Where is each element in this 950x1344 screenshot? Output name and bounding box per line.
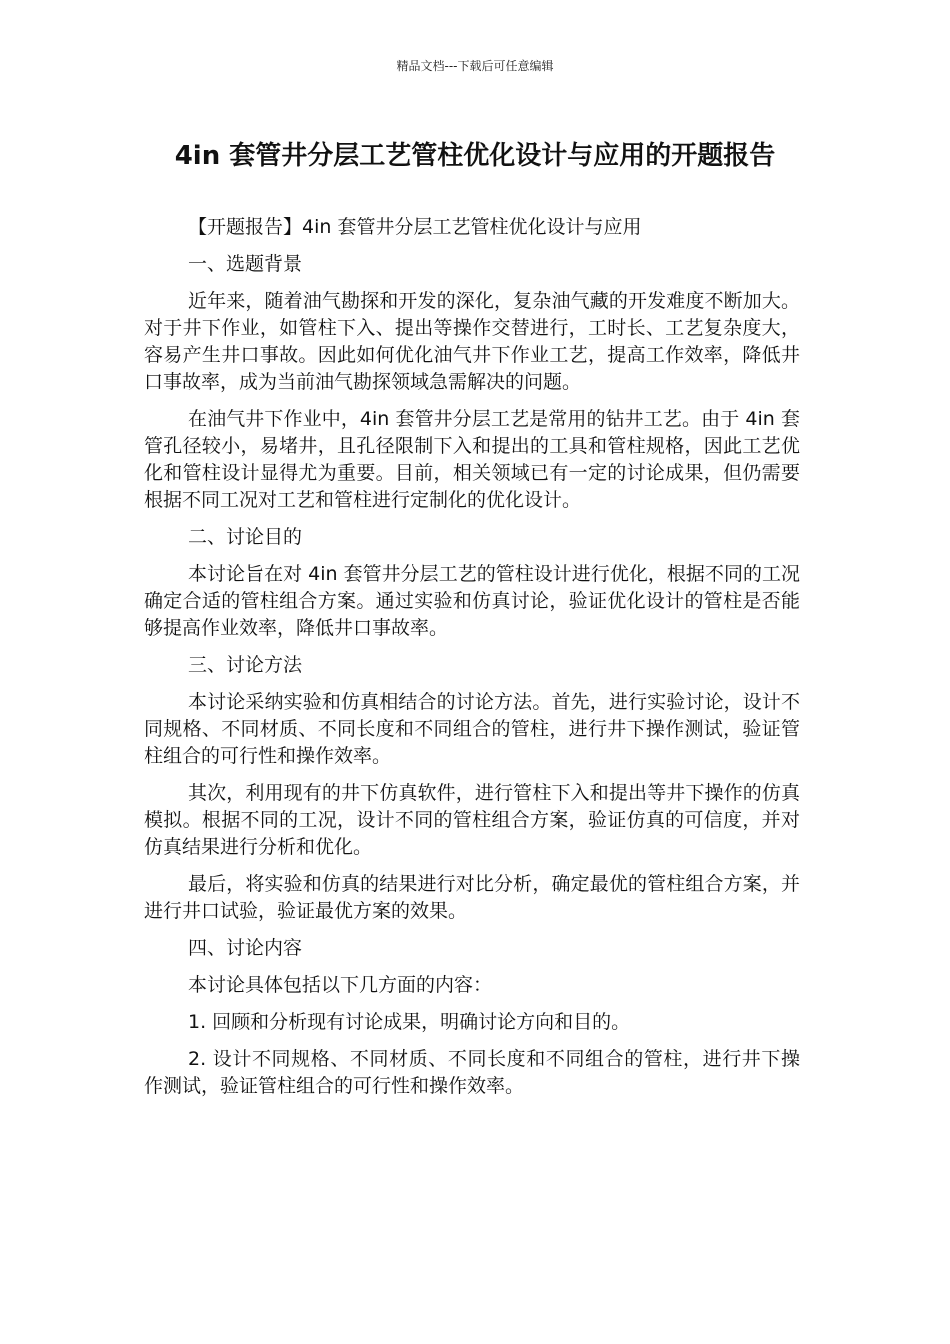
list-item: 2. 设计不同规格、不同材质、不同长度和不同组合的管柱，进行井下操作测试，验证管柱组合的可行性和操作效率。 [144,1048,800,1097]
section-heading-content: 四、讨论内容 [188,937,303,959]
report-subtitle: 【开题报告】4in 套管井分层工艺管柱优化设计与应用 [188,216,642,238]
paragraph: 最后，将实验和仿真的结果进行对比分析，确定最优的管柱组合方案，并进行井口试验，验证最优方案的效果。 [144,873,800,922]
document-body [144,214,800,1110]
paragraph: 在油气井下作业中，4in 套管井分层工艺是常用的钻井工艺。由于 4in 套管孔径较小，易堵井，且孔径限制下入和提出的工具和管柱规格，因此工艺优化和管柱设计显得尤为重要。目前，相关领域已有一定的讨论成果，但仍需要根据不同工况对工艺和管柱进行定制化的优化设计。 [144,408,800,511]
section-heading-method: 三、讨论方法 [188,654,303,676]
section-heading-background: 一、选题背景 [188,253,303,275]
paragraph: 其次，利用现有的井下仿真软件，进行管柱下入和提出等井下操作的仿真模拟。根据不同的工况，设计不同的管柱组合方案，验证仿真的可信度，并对仿真结果进行分析和优化。 [144,782,800,858]
list-item: 1. 回顾和分析现有讨论成果，明确讨论方向和目的。 [188,1011,631,1033]
paragraph: 本讨论旨在对 4in 套管井分层工艺的管柱设计进行优化，根据不同的工况确定合适的管柱组合方案。通过实验和仿真讨论，验证优化设计的管柱是否能够提高作业效率，降低井口事故率。 [144,563,800,639]
paragraph: 本讨论具体包括以下几方面的内容： [188,974,493,996]
header-note: 精品文档---下载后可任意编辑 [396,59,554,73]
section-heading-purpose: 二、讨论目的 [188,526,303,548]
paragraph: 本讨论采纳实验和仿真相结合的讨论方法。首先，进行实验讨论，设计不同规格、不同材质、不同长度和不同组合的管柱，进行井下操作测试，验证管柱组合的可行性和操作效率。 [144,691,800,767]
document-title: 4in 套管井分层工艺管柱优化设计与应用的开题报告 [174,141,776,171]
paragraph: 近年来，随着油气勘探和开发的深化，复杂油气藏的开发难度不断加大。对于井下作业，如管柱下入、提出等操作交替进行，工时长、工艺复杂度大，容易产生井口事故。因此如何优化油气井下作业工艺，提高工作效率，降低井口事故率，成为当前油气勘探领域急需解决的问题。 [144,290,800,393]
